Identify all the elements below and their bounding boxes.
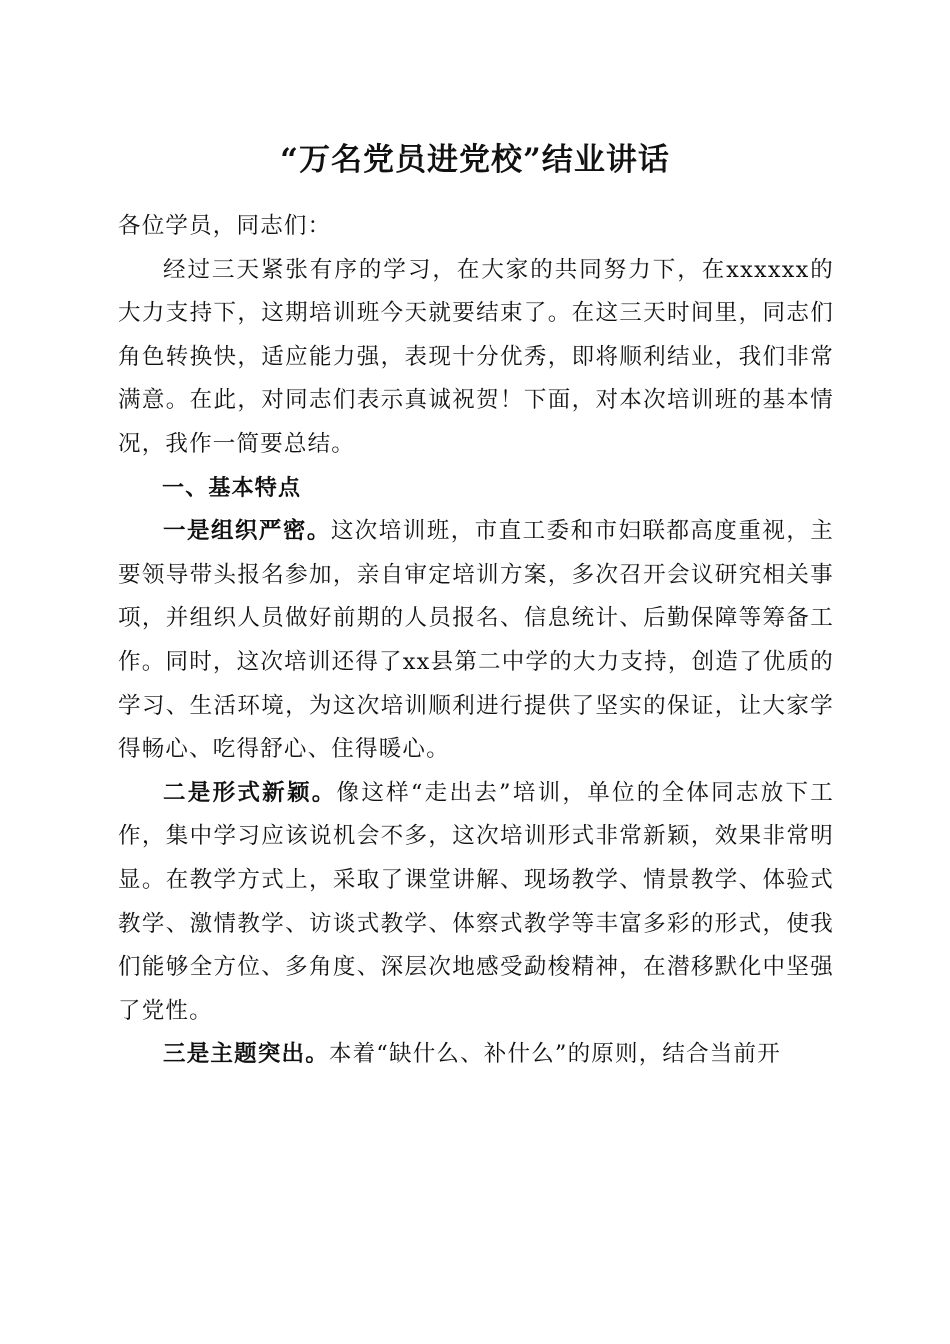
point-lead-1: 一是组织严密。 [163,518,331,545]
point-lead-3: 三是主题突出。 [163,1041,329,1068]
intro-paragraph: 经过三天紧张有序的学习，在大家的共同努力下，在xxxxxx的大力支持下，这期培训班今天就要结束了。在这三天时间里，同志们角色转换快，适应能力强，表现十分优秀，即将顺利结业，我们非常满意。在此，对同志们表示真诚祝贺！下面，对本次培训班的基本情况，我作一简要总结。 [118,256,834,457]
point-paragraph-1 [118,510,834,772]
point-lead-2: 二是形式新颖。 [163,779,337,806]
point-paragraph-3 [118,1033,834,1077]
salutation: 各位学员，同志们： [118,213,332,239]
point-paragraph-2 [118,772,834,1034]
document-title: “万名党员进党校”结业讲话 [280,142,670,178]
section-heading: 一、基本特点 [162,475,302,501]
document-body [118,205,834,1077]
point-text-1: 这次培训班，市直工委和市妇联都高度重视，主要领导带头报名参加，亲自审定培训方案，多次召开会议研究相关事项，并组织人员做好前期的人员报名、信息统计、后勤保障等筹备工作。同时，这次培训还得了xx县第二中学的大力支持，创造了优质的学习、生活环境，为这次培训顺利进行提供了坚实的保证，让大家学得畅心、吃得舒心、住得暖心。 [118,518,835,763]
point-text-3: 本着“缺什么、补什么”的原则，结合当前开 [328,1041,781,1068]
point-text-2: 像这样“走出去”培训，单位的全体同志放下工作，集中学习应该说机会不多，这次培训形式非常新颖，效果非常明显。在教学方式上，采取了课堂讲解、现场教学、情景教学、体验式教学、激情教学、访谈式教学、体察式教学等丰富多彩的形式，使我们能够全方位、多角度、深层次地感受勐梭精神，在潜移默化中坚强了党性。 [118,779,834,1024]
